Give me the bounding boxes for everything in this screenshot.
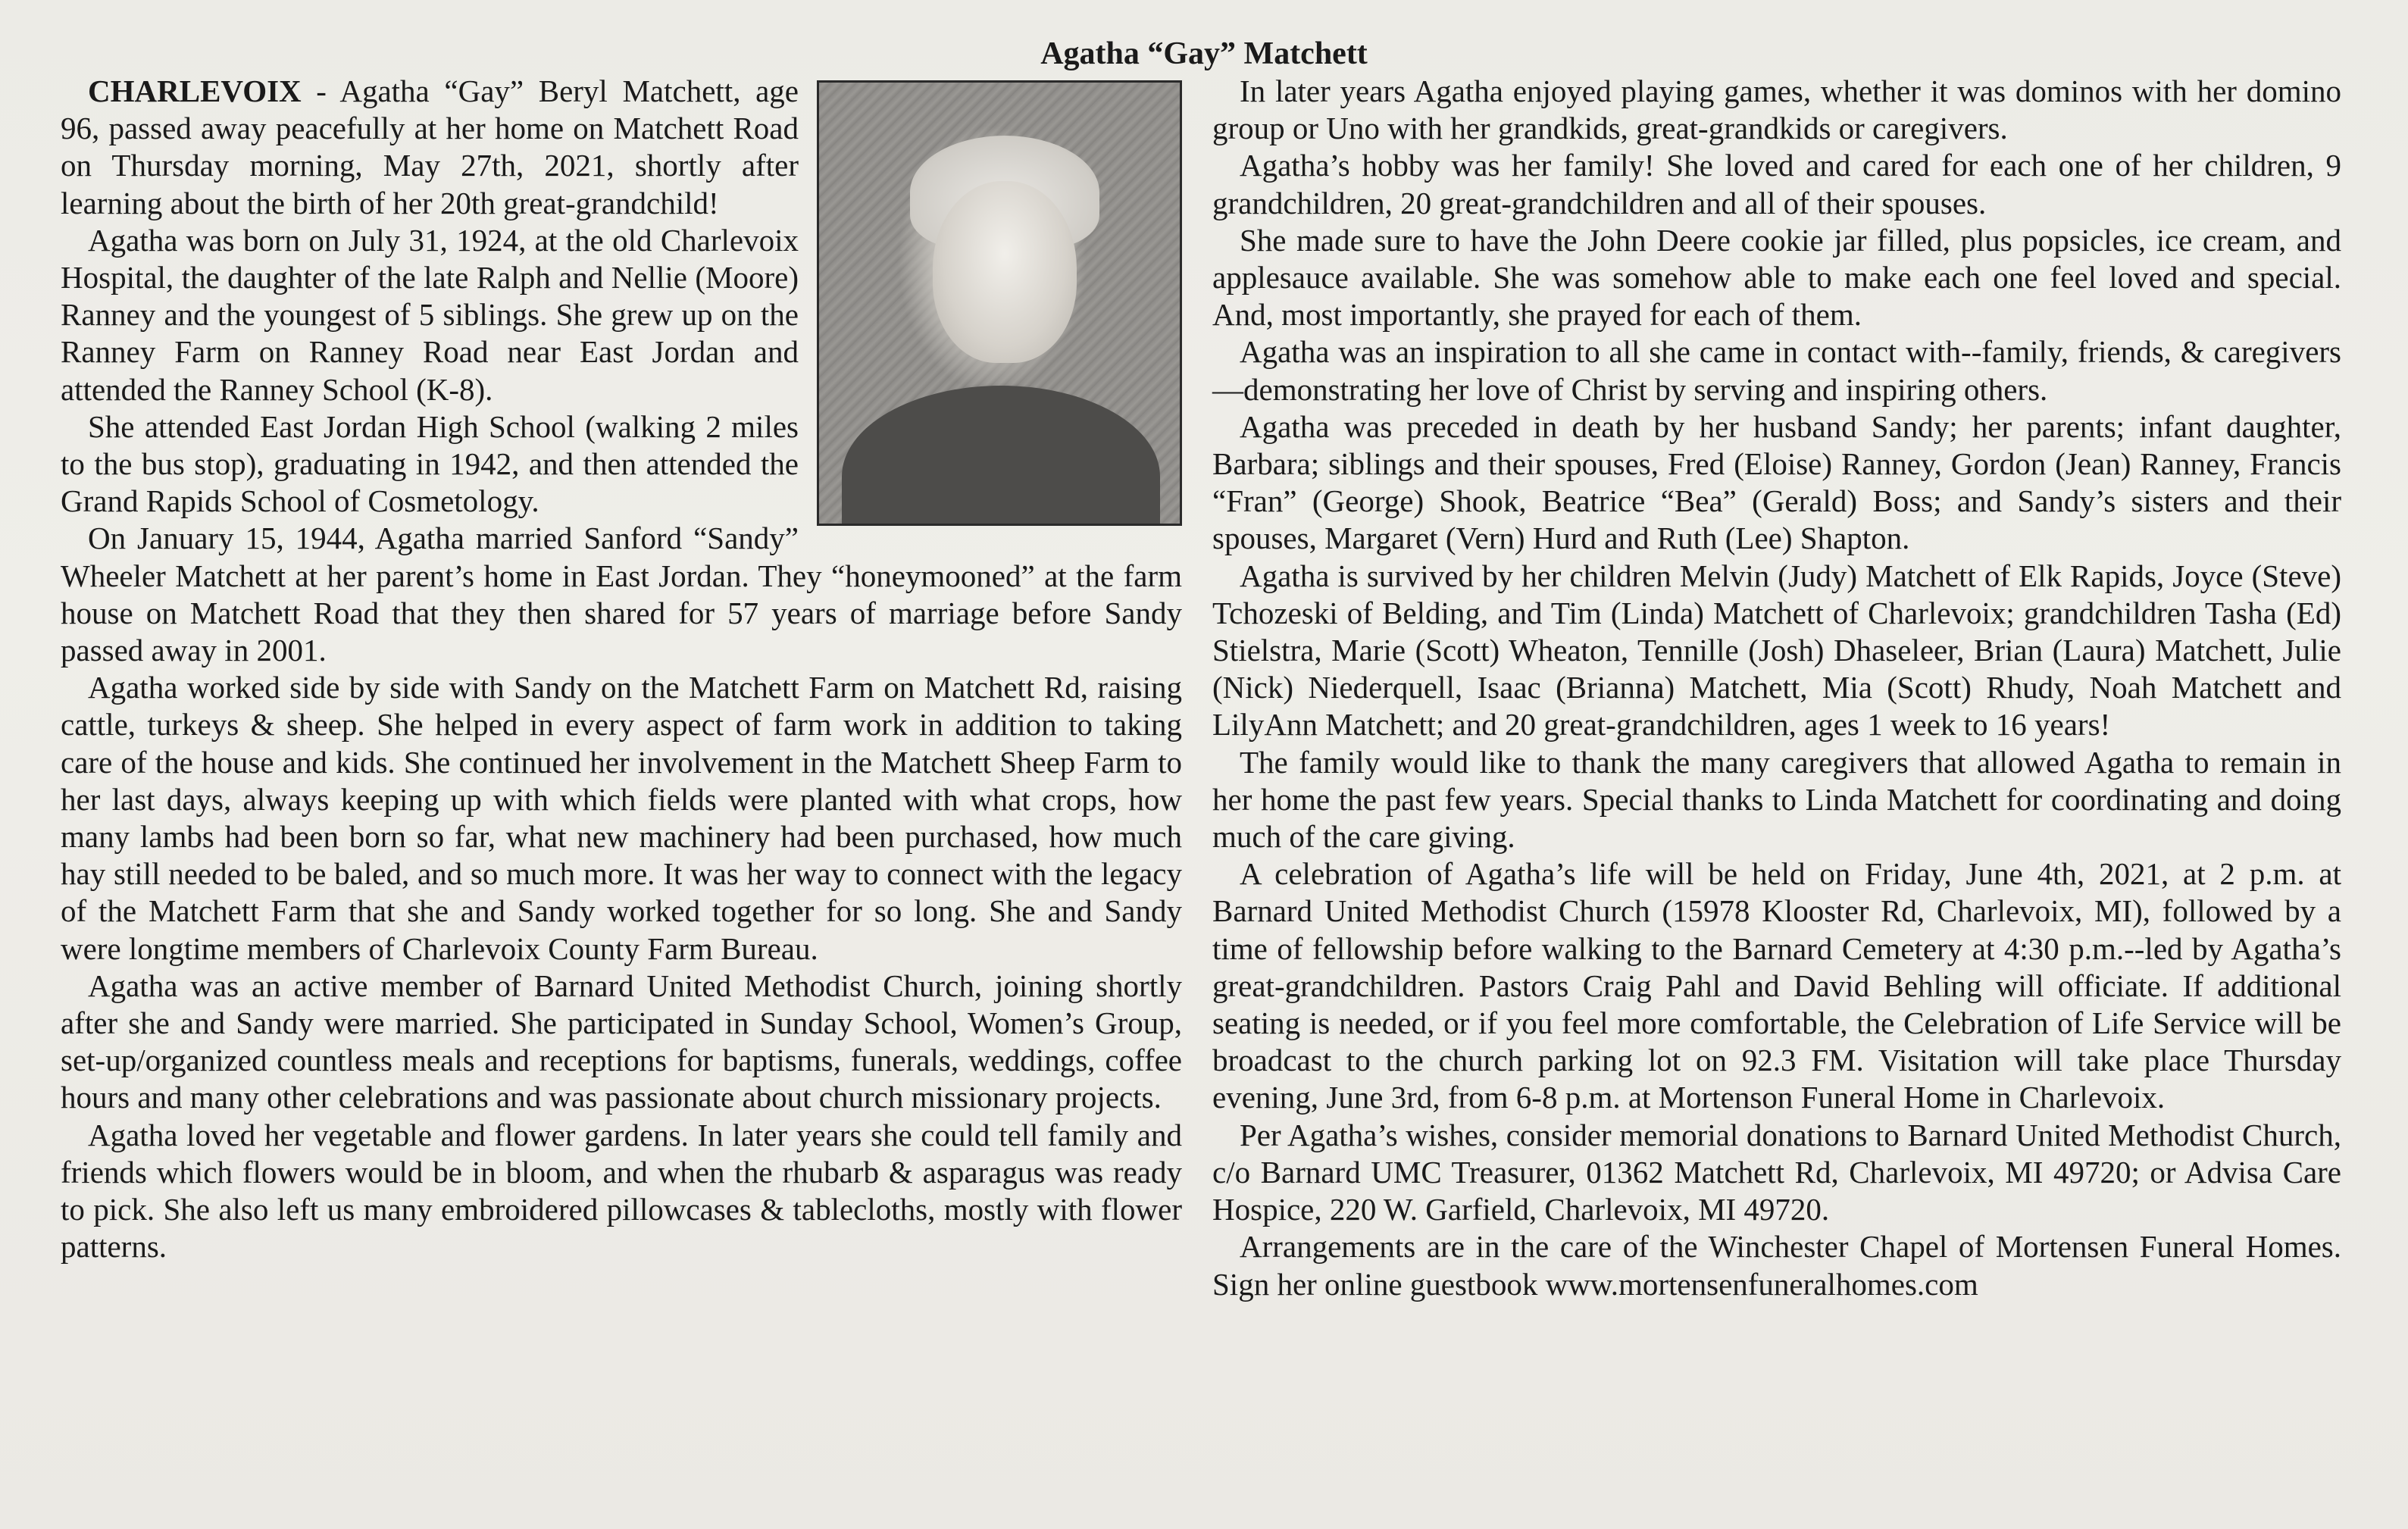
obituary-headline: Agatha “Gay” Matchett [1040, 36, 1368, 72]
paragraph-church: Agatha was an active member of Barnard United Methodist Church, joining shortly after she and Sandy were married. She participated in Sunday School, Women’s Group, set-up/organized countless meals and receptions for baptisms, funerals, weddings, coffee hours and many other celebrations and was passionate about church missionary projects. [61, 968, 1182, 1115]
paragraph-arrangements: Arrangements are in the care of the Winchester Chapel of Mortensen Funeral Homes. Sign her online guestbook www.mortensenfuneralhomes.com [1212, 1229, 2341, 1302]
left-column [61, 73, 1182, 1266]
paragraph-birth: Agatha was born on July 31, 1924, at the old Charlevoix Hospital, the daughter of the late Ralph and Nellie (Moore) Ranney and the youngest of 5 siblings. She grew up on the Ranney Farm on Ranney Road near East Jordan and attended the Ranney School (K-8). [61, 222, 799, 407]
portrait-photo [817, 80, 1182, 526]
photo-shoulders [842, 386, 1160, 526]
photo-face [933, 181, 1077, 363]
paragraph-intro-text: - Agatha “Gay” Beryl Matchett, age 96, passed away peacefully at her home on Matchett Road on Thursday morning, May 27th, 2021, shortly after learning about the birth of her 20th great-grandchild! [61, 73, 799, 220]
paragraph-preceded: Agatha was preceded in death by her husband Sandy; her parents; infant daughter, Barbara; siblings and their spouses, Fred (Eloise) Ranney, Gordon (Jean) Ranney, Francis “Fran” (George) Shook, Beatrice “Bea” (Gerald) Boss; and Sandy’s sisters and their spouses, Margaret (Vern) Hurd and Ruth (Lee) Shapton. [1212, 408, 2341, 556]
right-column [1212, 73, 2341, 1303]
paragraph-farm: Agatha worked side by side with Sandy on the Matchett Farm on Matchett Rd, raising cattle, turkeys & sheep. She helped in every aspect of farm work in addition to taking care of the house and kids. She continued her involvement in the Matchett Sheep Farm to her last days, always keeping up with which fields were planted with what crops, how many lambs had been born so far, what new machinery had been purchased, how much hay still needed to be baled, and so much more. It was her way to connect with the legacy of the Matchett Farm that she and Sandy worked together for so long. She and Sandy were longtime members of Charlevoix County Farm Bureau. [61, 670, 1182, 966]
paragraph-marriage: On January 15, 1944, Agatha married Sanford “Sandy” Wheeler Matchett at her parent’s home in East Jordan. They “honeymooned” at the farm house on Matchett Road that they then shared for 57 years of marriage before Sandy passed away in 2001. [61, 521, 1182, 668]
paragraph-education: She attended East Jordan High School (walking 2 miles to the bus stop), graduating in 1942, and then attended the Grand Rapids School of Cosmetology. [61, 408, 799, 519]
paragraph-gardens: Agatha loved her vegetable and flower gardens. In later years she could tell family and friends which flowers would be in bloom, and when the rhubarb & asparagus was ready to pick. She also left us many embroidered pillowcases & tablecloths, mostly with flower patterns. [61, 1117, 1182, 1265]
paragraph-thanks: The family would like to thank the many caregivers that allowed Agatha to remain in her home the past few years. Special thanks to Linda Matchett for coordinating and doing much of the care giving. [1212, 744, 2341, 855]
paragraph-family: Agatha’s hobby was her family! She loved and cared for each one of her children, 9 grandchildren, 20 great-grandchildren and all of their spouses. [1212, 148, 2341, 220]
paragraph-inspiration: Agatha was an inspiration to all she came in contact with--family, friends, & caregivers—demonstrating her love of Christ by serving and inspiring others. [1212, 334, 2341, 407]
paragraph-donations: Per Agatha’s wishes, consider memorial donations to Barnard United Methodist Church, c/o Barnard UMC Treasurer, 01362 Matchett Rd, Charlevoix, MI 49720; or Advisa Care Hospice, 220 W. Garfield, Charlevoix, MI 49720. [1212, 1117, 2341, 1227]
paragraph-games: In later years Agatha enjoyed playing games, whether it was dominos with her domino group or Uno with her grandkids, great-grandkids or caregivers. [1212, 73, 2341, 146]
dateline: CHARLEVOIX [88, 73, 302, 108]
paragraph-survived: Agatha is survived by her children Melvin (Judy) Matchett of Elk Rapids, Joyce (Steve) Tchozeski of Belding, and Tim (Linda) Matchett of Charlevoix; grandchildren Tasha (Ed) Stielstra, Marie (Scott) Wheaton, Tennille (Josh) Dhaseleer, Brian (Laura) Matchett, Julie (Nick) Niederquell, Isaac (Brianna) Matchett, Mia (Scott) Rhudy, Noah Matchett and LilyAnn Matchett; and 20 great-grandchildren, ages 1 week to 16 years! [1212, 558, 2341, 743]
paragraph-celebration: A celebration of Agatha’s life will be held on Friday, June 4th, 2021, at 2 p.m. at Barnard United Methodist Church (15978 Klooster Rd, Charlevoix, MI), followed by a time of fellowship before walking to the Barnard Cemetery at 4:30 p.m.--led by Agatha’s great-grandchildren. Pastors Craig Pahl and David Behling will officiate. If additional seating is needed, or if you feel more comfortable, the Celebration of Life Service will be broadcast to the church parking lot on 92.3 FM. Visitation will take place Thursday evening, June 3rd, from 6-8 p.m. at Mortenson Funeral Home in Charlevoix. [1212, 856, 2341, 1115]
paragraph-cookie-jar: She made sure to have the John Deere cookie jar filled, plus popsicles, ice cream, and applesauce available. She was somehow able to make each one feel loved and special. And, most importantly, she prayed for each of them. [1212, 222, 2341, 333]
